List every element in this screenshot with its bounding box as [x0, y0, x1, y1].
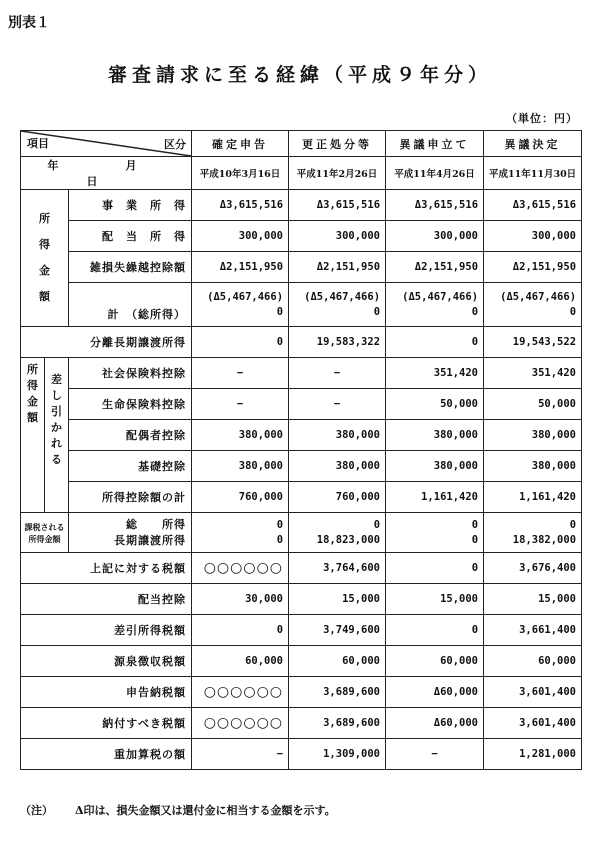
value-cell: [484, 283, 582, 327]
table-row: [21, 553, 582, 584]
masked-value-cell: ○○○○○○: [192, 708, 289, 739]
value-cell: 380,000: [289, 451, 386, 482]
value-bottom: 0: [471, 305, 479, 318]
value-bottom: 0: [276, 533, 284, 546]
value-cell: −: [192, 389, 289, 420]
value-cell: 300,000: [289, 221, 386, 252]
date-row: [21, 157, 582, 190]
value-cell: [484, 513, 582, 553]
row-label: 源泉徴収税額: [21, 646, 192, 677]
value-cell: 30,000: [192, 584, 289, 615]
table-row: [21, 677, 582, 708]
value-cell: 3,676,400: [484, 553, 582, 584]
value-bottom: 0: [569, 305, 577, 318]
value-cell: 1,309,000: [289, 739, 386, 770]
value-bottom: 0: [373, 305, 381, 318]
value-cell: Δ60,000: [386, 677, 484, 708]
value-cell: Δ2,151,950: [386, 252, 484, 283]
col-header-kakutei: 確定申告: [192, 131, 289, 157]
value-cell: Δ2,151,950: [192, 252, 289, 283]
deduction-group-label-right: 差 し 引 か れ る: [45, 358, 69, 513]
value-cell: 50,000: [386, 389, 484, 420]
value-cell: 351,420: [484, 358, 582, 389]
unit-label: （単位：円）: [506, 112, 578, 125]
value-cell: 50,000: [484, 389, 582, 420]
value-cell: −: [289, 389, 386, 420]
value-cell: 0: [386, 615, 484, 646]
value-cell: 3,689,600: [289, 708, 386, 739]
table-row: [21, 190, 582, 221]
value-cell: 3,764,600: [289, 553, 386, 584]
value-cell: 380,000: [386, 420, 484, 451]
row-label: 生命保険料控除: [69, 389, 192, 420]
table-row: [21, 327, 582, 358]
deduction-group-label-left: 所 得 金 額: [21, 358, 45, 513]
table-row: [21, 513, 582, 553]
value-cell: −: [386, 739, 484, 770]
value-cell: 760,000: [289, 482, 386, 513]
value-cell: 3,601,400: [484, 708, 582, 739]
row-label: 所得控除額の計: [69, 482, 192, 513]
row-label: 申告納税額: [21, 677, 192, 708]
col-header-igi-moushitate: 異議申立て: [386, 131, 484, 157]
value-cell: −: [192, 358, 289, 389]
value-top: 0: [276, 519, 284, 532]
value-cell: 1,281,000: [484, 739, 582, 770]
row-label: 納付すべき税額: [21, 708, 192, 739]
value-cell: Δ3,615,516: [386, 190, 484, 221]
row-label: [69, 513, 192, 553]
income-group-label: 所 得 金 額: [21, 190, 69, 327]
value-cell: Δ2,151,950: [289, 252, 386, 283]
value-cell: 380,000: [484, 420, 582, 451]
value-cell: [289, 283, 386, 327]
row-label: 雑損失繰越控除額: [69, 252, 192, 283]
page-title: 審査請求に至る経緯（平成９年分）: [107, 64, 492, 86]
value-cell: Δ3,615,516: [192, 190, 289, 221]
value-cell: 300,000: [192, 221, 289, 252]
table-row: [21, 708, 582, 739]
table-row: [21, 283, 582, 327]
date-cell: 平成11年11月30日: [484, 157, 582, 190]
value-cell: Δ60,000: [386, 708, 484, 739]
row-label: 基礎控除: [69, 451, 192, 482]
table-row: [21, 358, 582, 389]
value-bottom: 18,382,000: [512, 533, 577, 546]
row-label: 計 （総所得）: [69, 283, 192, 327]
value-cell: 0: [192, 327, 289, 358]
value-cell: 380,000: [192, 420, 289, 451]
value-top: (Δ5,467,466): [402, 291, 479, 304]
row-label: 分離長期譲渡所得: [21, 327, 192, 358]
value-cell: 3,661,400: [484, 615, 582, 646]
table-row: [21, 420, 582, 451]
value-cell: 60,000: [192, 646, 289, 677]
sub-label-long: 長期譲渡所得: [114, 533, 187, 547]
col-header-kousei: 更正処分等: [289, 131, 386, 157]
value-cell: −: [192, 739, 289, 770]
value-cell: 19,583,322: [289, 327, 386, 358]
row-label: 重加算税の額: [21, 739, 192, 770]
value-cell: 3,749,600: [289, 615, 386, 646]
value-cell: 0: [386, 553, 484, 584]
value-top: (Δ5,467,466): [304, 291, 381, 304]
table-row: [21, 221, 582, 252]
value-cell: 0: [192, 615, 289, 646]
footnote-label: （注）: [20, 804, 53, 817]
value-cell: [289, 513, 386, 553]
value-cell: 380,000: [484, 451, 582, 482]
value-cell: Δ3,615,516: [484, 190, 582, 221]
table-row: [21, 451, 582, 482]
value-cell: 300,000: [484, 221, 582, 252]
row-label: 社会保険料控除: [69, 358, 192, 389]
date-cell: 平成11年2月26日: [289, 157, 386, 190]
table-row: [21, 615, 582, 646]
masked-value-cell: ○○○○○○: [192, 553, 289, 584]
table-row: [21, 584, 582, 615]
value-cell: 60,000: [484, 646, 582, 677]
sub-label-total: 総 所得: [126, 518, 187, 532]
value-cell: 380,000: [386, 451, 484, 482]
value-cell: 15,000: [484, 584, 582, 615]
appendix-label: 別表１: [8, 15, 50, 31]
table-row: [21, 739, 582, 770]
header-row: [21, 131, 582, 157]
date-cell: 平成10年3月16日: [192, 157, 289, 190]
value-cell: [386, 513, 484, 553]
value-cell: 15,000: [386, 584, 484, 615]
table-row: [21, 389, 582, 420]
table-row: [21, 482, 582, 513]
footnote: [20, 802, 336, 818]
col-header-igi-kettei: 異議決定: [484, 131, 582, 157]
date-row-label: 年 月 日: [21, 157, 192, 190]
masked-value-cell: ○○○○○○: [192, 677, 289, 708]
value-cell: 60,000: [386, 646, 484, 677]
value-top: (Δ5,467,466): [207, 291, 284, 304]
header-category-label: 区分: [164, 138, 187, 151]
value-cell: 1,161,420: [386, 482, 484, 513]
table-row: [21, 252, 582, 283]
row-label: 上記に対する税額: [21, 553, 192, 584]
value-cell: 3,601,400: [484, 677, 582, 708]
history-table: [20, 130, 582, 770]
value-cell: 19,543,522: [484, 327, 582, 358]
header-corner: [21, 131, 192, 157]
value-top: 0: [373, 519, 381, 532]
value-cell: 300,000: [386, 221, 484, 252]
value-top: 0: [569, 519, 577, 532]
value-top: 0: [471, 519, 479, 532]
date-cell: 平成11年4月26日: [386, 157, 484, 190]
row-label: 配 当 所 得: [69, 221, 192, 252]
value-cell: 0: [386, 327, 484, 358]
value-cell: 760,000: [192, 482, 289, 513]
value-cell: [386, 283, 484, 327]
value-cell: [192, 283, 289, 327]
value-cell: [192, 513, 289, 553]
table-row: [21, 646, 582, 677]
row-label: 配偶者控除: [69, 420, 192, 451]
value-bottom: 0: [276, 305, 284, 318]
value-bottom: 0: [471, 533, 479, 546]
row-label: 差引所得税額: [21, 615, 192, 646]
value-cell: 60,000: [289, 646, 386, 677]
row-label: 配当控除: [21, 584, 192, 615]
value-cell: 380,000: [289, 420, 386, 451]
value-bottom: 18,823,000: [316, 533, 381, 546]
value-cell: 1,161,420: [484, 482, 582, 513]
value-cell: 351,420: [386, 358, 484, 389]
taxable-group-label: 課税される 所得金額: [21, 513, 69, 553]
value-cell: Δ2,151,950: [484, 252, 582, 283]
header-item-label: 項目: [27, 137, 49, 150]
value-cell: −: [289, 358, 386, 389]
value-cell: 15,000: [289, 584, 386, 615]
footnote-text: Δ印は、損失金額又は還付金に相当する金額を示す。: [75, 804, 336, 817]
value-cell: 380,000: [192, 451, 289, 482]
value-cell: Δ3,615,516: [289, 190, 386, 221]
value-top: (Δ5,467,466): [500, 291, 577, 304]
row-label: 事 業 所 得: [69, 190, 192, 221]
value-cell: 3,689,600: [289, 677, 386, 708]
